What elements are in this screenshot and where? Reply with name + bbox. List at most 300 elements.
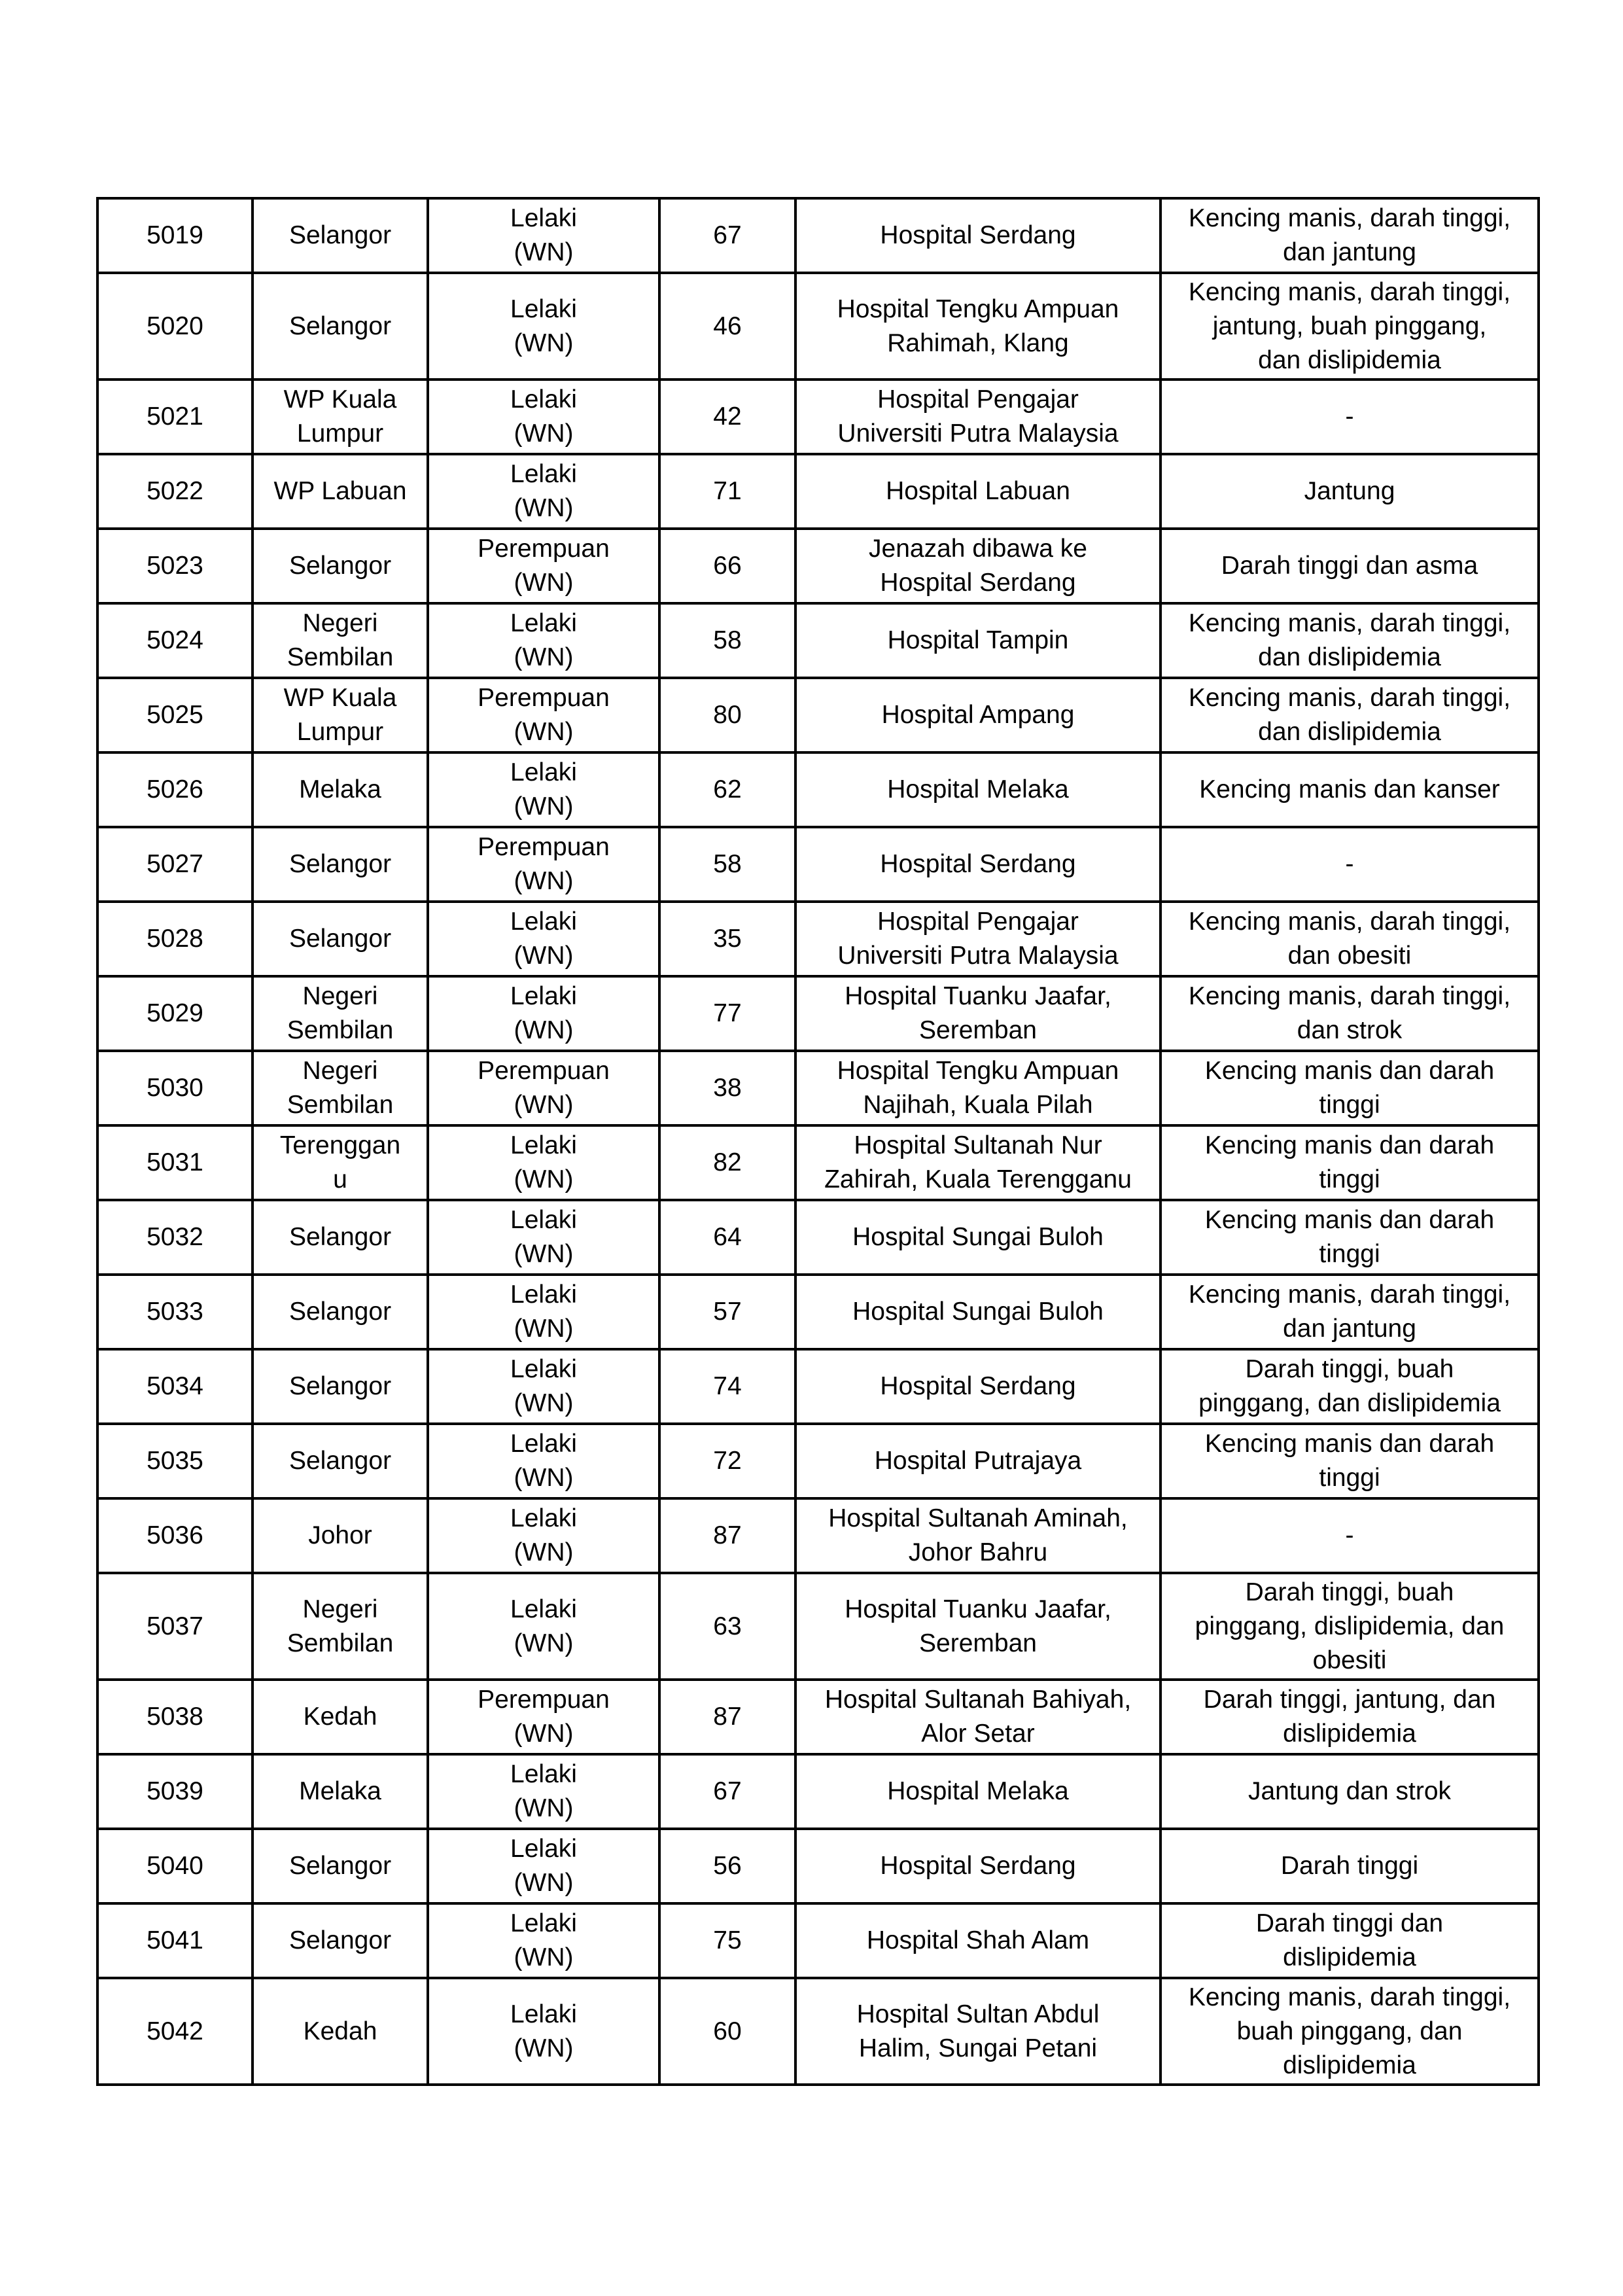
table-row	[97, 976, 1539, 1051]
hospital-cell	[795, 1275, 1161, 1349]
hospital-line: Hospital Pengajar	[877, 908, 1079, 936]
conditions-cell	[1161, 1754, 1539, 1829]
state-line: Selangor	[288, 1372, 392, 1400]
hospital-line: Universiti Putra Malaysia	[837, 419, 1119, 448]
conditions-line: buah pinggang, dan	[1236, 2017, 1463, 2045]
conditions-line: tinggi	[1319, 1464, 1380, 1492]
gender-cell	[428, 1573, 659, 1680]
conditions-line: tinggi	[1319, 1091, 1380, 1119]
state-line: WP Kuala	[283, 684, 397, 712]
gender-line: (WN)	[514, 419, 574, 448]
gender-line: (WN)	[514, 328, 574, 357]
table-row	[97, 1498, 1539, 1573]
gender-cell	[428, 1978, 659, 2085]
hospital-cell	[795, 1424, 1161, 1498]
state-line: WP Labuan	[273, 477, 407, 505]
conditions-line: Kencing manis, darah tinggi,	[1188, 1983, 1511, 2011]
gender-cell	[428, 380, 659, 454]
conditions-line: -	[1345, 402, 1354, 431]
hospital-cell	[795, 1125, 1161, 1200]
conditions-line: obesiti	[1312, 1646, 1387, 1674]
hospital-line: Johor Bahru	[908, 1538, 1048, 1566]
hospital-line: Hospital Tengku Ampuan	[837, 294, 1119, 323]
conditions-cell	[1161, 752, 1539, 827]
gender-line: Perempuan	[478, 1057, 610, 1085]
hospital-line: Hospital Tengku Ampuan	[837, 1057, 1119, 1085]
table-row	[97, 1573, 1539, 1680]
gender-line: Lelaki	[510, 204, 577, 232]
table-row	[97, 1051, 1539, 1125]
hospital-line: Hospital Sultanah Aminah,	[828, 1504, 1128, 1532]
conditions-cell	[1161, 529, 1539, 603]
state-cell	[253, 1125, 428, 1200]
gender-line: (WN)	[514, 2034, 574, 2062]
hospital-line: Hospital Serdang	[880, 850, 1076, 878]
conditions-line: Kencing manis, darah tinggi,	[1188, 1280, 1511, 1309]
gender-line: Lelaki	[510, 385, 577, 414]
gender-line: Lelaki	[510, 609, 577, 637]
table-row	[97, 902, 1539, 976]
age-cell: 75	[659, 1903, 795, 1978]
case-id-cell: 5020	[97, 273, 253, 380]
gender-line: Lelaki	[510, 2000, 577, 2028]
conditions-cell	[1161, 273, 1539, 380]
conditions-cell	[1161, 1829, 1539, 1903]
case-id-cell: 5038	[97, 1680, 253, 1754]
age-cell: 62	[659, 752, 795, 827]
conditions-cell	[1161, 454, 1539, 529]
state-line: Negeri	[302, 982, 378, 1010]
gender-line: Lelaki	[510, 1206, 577, 1234]
gender-line: (WN)	[514, 1165, 574, 1193]
hospital-cell	[795, 273, 1161, 380]
hospital-cell	[795, 902, 1161, 976]
gender-line: Lelaki	[510, 1430, 577, 1458]
gender-line: (WN)	[514, 1629, 574, 1657]
gender-line: Lelaki	[510, 1131, 577, 1159]
hospital-cell	[795, 1754, 1161, 1829]
hospital-line: Halim, Sungai Petani	[858, 2034, 1098, 2062]
gender-line: (WN)	[514, 1240, 574, 1268]
gender-cell	[428, 1680, 659, 1754]
gender-cell	[428, 1754, 659, 1829]
gender-line: (WN)	[514, 867, 574, 895]
conditions-cell	[1161, 198, 1539, 273]
gender-cell	[428, 529, 659, 603]
gender-line: (WN)	[514, 1389, 574, 1417]
table-row	[97, 529, 1539, 603]
table-row	[97, 827, 1539, 902]
conditions-cell	[1161, 1680, 1539, 1754]
conditions-line: Kencing manis dan darah	[1204, 1057, 1495, 1085]
gender-line: (WN)	[514, 1315, 574, 1343]
gender-line: (WN)	[514, 942, 574, 970]
gender-cell	[428, 1051, 659, 1125]
gender-cell	[428, 902, 659, 976]
hospital-cell	[795, 1903, 1161, 1978]
conditions-line: Kencing manis dan kanser	[1199, 775, 1500, 804]
conditions-line: pinggang, dislipidemia, dan	[1195, 1612, 1505, 1640]
age-cell: 87	[659, 1498, 795, 1573]
age-cell: 82	[659, 1125, 795, 1200]
gender-cell	[428, 1125, 659, 1200]
gender-cell	[428, 1829, 659, 1903]
gender-line: Lelaki	[510, 758, 577, 786]
hospital-line: Hospital Melaka	[887, 775, 1069, 804]
state-cell	[253, 1978, 428, 2085]
hospital-cell	[795, 827, 1161, 902]
hospital-line: Hospital Sungai Buloh	[852, 1223, 1104, 1251]
hospital-line: Universiti Putra Malaysia	[837, 942, 1119, 970]
conditions-line: tinggi	[1319, 1240, 1380, 1268]
conditions-cell	[1161, 1200, 1539, 1275]
gender-line: (WN)	[514, 643, 574, 671]
conditions-cell	[1161, 1903, 1539, 1978]
state-cell	[253, 1498, 428, 1573]
case-id-cell: 5024	[97, 603, 253, 678]
conditions-cell	[1161, 1125, 1539, 1200]
hospital-line: Hospital Melaka	[887, 1777, 1069, 1805]
case-id-cell: 5025	[97, 678, 253, 752]
case-id-cell: 5036	[97, 1498, 253, 1573]
hospital-line: Hospital Labuan	[886, 477, 1070, 505]
state-cell	[253, 1829, 428, 1903]
case-id-cell: 5039	[97, 1754, 253, 1829]
state-line: Lumpur	[296, 419, 384, 448]
hospital-line: Seremban	[919, 1016, 1037, 1044]
state-cell	[253, 752, 428, 827]
conditions-line: Kencing manis, darah tinggi,	[1188, 684, 1511, 712]
state-line: Terenggan	[279, 1131, 401, 1159]
gender-cell	[428, 752, 659, 827]
hospital-line: Hospital Sultanah Bahiyah,	[824, 1686, 1132, 1714]
state-line: Selangor	[288, 552, 392, 580]
state-line: Negeri	[302, 609, 378, 637]
state-cell	[253, 1051, 428, 1125]
table-row	[97, 1275, 1539, 1349]
gender-line: (WN)	[514, 1720, 574, 1748]
conditions-line: Kencing manis, darah tinggi,	[1188, 204, 1511, 232]
conditions-line: Kencing manis dan darah	[1204, 1206, 1495, 1234]
hospital-line: Hospital Shah Alam	[866, 1926, 1090, 1954]
conditions-line: Jantung dan strok	[1248, 1777, 1452, 1805]
conditions-line: Darah tinggi, buah	[1245, 1578, 1454, 1606]
conditions-line: -	[1345, 1521, 1354, 1549]
case-id-cell: 5040	[97, 1829, 253, 1903]
conditions-cell	[1161, 902, 1539, 976]
age-cell: 72	[659, 1424, 795, 1498]
hospital-line: Alor Setar	[921, 1720, 1035, 1748]
state-line: Melaka	[299, 1777, 381, 1805]
gender-line: (WN)	[514, 494, 574, 522]
state-line: Selangor	[288, 1447, 392, 1475]
hospital-line: Zahirah, Kuala Terengganu	[824, 1165, 1132, 1193]
conditions-line: Kencing manis, darah tinggi,	[1188, 908, 1511, 936]
state-line: Sembilan	[287, 1016, 394, 1044]
age-cell: 63	[659, 1573, 795, 1680]
hospital-cell	[795, 529, 1161, 603]
gender-line: Perempuan	[478, 535, 610, 563]
gender-cell	[428, 1498, 659, 1573]
state-line: Sembilan	[287, 1629, 394, 1657]
conditions-line: Darah tinggi, jantung, dan	[1203, 1686, 1496, 1714]
gender-line: Lelaki	[510, 1355, 577, 1383]
case-table-wrapper	[96, 197, 1537, 2086]
hospital-line: Hospital Serdang	[880, 569, 1076, 597]
conditions-line: Kencing manis, darah tinggi,	[1188, 982, 1511, 1010]
hospital-line: Hospital Sultanah Nur	[854, 1131, 1102, 1159]
age-cell: 67	[659, 198, 795, 273]
case-id-cell: 5035	[97, 1424, 253, 1498]
conditions-cell	[1161, 380, 1539, 454]
hospital-line: Hospital Tampin	[887, 626, 1069, 654]
state-cell	[253, 454, 428, 529]
table-row	[97, 1125, 1539, 1200]
gender-line: Lelaki	[510, 1909, 577, 1937]
table-row	[97, 273, 1539, 380]
state-cell	[253, 902, 428, 976]
state-cell	[253, 678, 428, 752]
conditions-line: dan strok	[1297, 1016, 1403, 1044]
gender-line: Perempuan	[478, 1686, 610, 1714]
hospital-line: Hospital Sungai Buloh	[852, 1298, 1104, 1326]
case-id-cell: 5033	[97, 1275, 253, 1349]
conditions-line: dan jantung	[1283, 1315, 1416, 1343]
hospital-line: Hospital Serdang	[880, 221, 1076, 249]
state-cell	[253, 273, 428, 380]
conditions-cell	[1161, 1978, 1539, 2085]
conditions-line: tinggi	[1319, 1165, 1380, 1193]
state-cell	[253, 1754, 428, 1829]
case-id-cell: 5028	[97, 902, 253, 976]
gender-line: Lelaki	[510, 1504, 577, 1532]
gender-line: Lelaki	[510, 1835, 577, 1863]
case-id-cell: 5037	[97, 1573, 253, 1680]
state-line: WP Kuala	[283, 385, 397, 414]
state-cell	[253, 1903, 428, 1978]
hospital-line: Jenazah dibawa ke	[869, 535, 1087, 563]
conditions-line: Jantung	[1304, 477, 1395, 505]
gender-line: (WN)	[514, 718, 574, 746]
state-line: Selangor	[288, 925, 392, 953]
gender-line: Lelaki	[510, 460, 577, 488]
gender-line: Lelaki	[510, 908, 577, 936]
conditions-cell	[1161, 1349, 1539, 1424]
age-cell: 77	[659, 976, 795, 1051]
state-line: Lumpur	[296, 718, 384, 746]
gender-line: Lelaki	[510, 1280, 577, 1309]
conditions-cell	[1161, 1051, 1539, 1125]
gender-cell	[428, 273, 659, 380]
conditions-cell	[1161, 1573, 1539, 1680]
state-line: u	[333, 1165, 347, 1193]
hospital-cell	[795, 678, 1161, 752]
gender-line: (WN)	[514, 1943, 574, 1971]
hospital-cell	[795, 1573, 1161, 1680]
hospital-cell	[795, 454, 1161, 529]
case-id-cell: 5031	[97, 1125, 253, 1200]
table-row	[97, 1680, 1539, 1754]
case-id-cell: 5042	[97, 1978, 253, 2085]
case-id-cell: 5041	[97, 1903, 253, 1978]
gender-cell	[428, 1903, 659, 1978]
hospital-cell	[795, 1349, 1161, 1424]
age-cell: 42	[659, 380, 795, 454]
hospital-cell	[795, 380, 1161, 454]
gender-line: Lelaki	[510, 982, 577, 1010]
gender-line: (WN)	[514, 1538, 574, 1566]
state-line: Selangor	[288, 1852, 392, 1880]
gender-line: Lelaki	[510, 1595, 577, 1623]
conditions-line: dan dislipidemia	[1258, 643, 1441, 671]
hospital-line: Seremban	[919, 1629, 1037, 1657]
table-row	[97, 1754, 1539, 1829]
state-line: Sembilan	[287, 643, 394, 671]
conditions-cell	[1161, 827, 1539, 902]
gender-line: (WN)	[514, 1794, 574, 1822]
age-cell: 74	[659, 1349, 795, 1424]
gender-cell	[428, 827, 659, 902]
state-line: Selangor	[288, 1223, 392, 1251]
case-id-cell: 5034	[97, 1349, 253, 1424]
gender-cell	[428, 603, 659, 678]
state-line: Kedah	[303, 1703, 377, 1731]
conditions-cell	[1161, 1424, 1539, 1498]
gender-cell	[428, 976, 659, 1051]
conditions-line: Kencing manis dan darah	[1204, 1430, 1495, 1458]
state-line: Selangor	[288, 850, 392, 878]
conditions-cell	[1161, 976, 1539, 1051]
case-table-body	[97, 198, 1539, 2085]
table-row	[97, 1978, 1539, 2085]
conditions-line: dan obesiti	[1287, 942, 1412, 970]
conditions-line: dan jantung	[1283, 238, 1416, 266]
case-id-cell: 5027	[97, 827, 253, 902]
hospital-line: Hospital Serdang	[880, 1372, 1076, 1400]
case-id-cell: 5032	[97, 1200, 253, 1275]
state-line: Selangor	[288, 1298, 392, 1326]
hospital-cell	[795, 1829, 1161, 1903]
gender-line: (WN)	[514, 1464, 574, 1492]
gender-line: (WN)	[514, 1869, 574, 1897]
conditions-line: dan dislipidemia	[1258, 345, 1441, 374]
table-row	[97, 1200, 1539, 1275]
conditions-line: Darah tinggi	[1280, 1852, 1419, 1880]
table-row	[97, 603, 1539, 678]
gender-cell	[428, 678, 659, 752]
gender-line: (WN)	[514, 238, 574, 266]
conditions-line: Kencing manis dan darah	[1204, 1131, 1495, 1159]
age-cell: 87	[659, 1680, 795, 1754]
gender-line: (WN)	[514, 569, 574, 597]
gender-cell	[428, 1349, 659, 1424]
state-cell	[253, 198, 428, 273]
gender-line: Lelaki	[510, 294, 577, 323]
age-cell: 57	[659, 1275, 795, 1349]
conditions-line: dan dislipidemia	[1258, 718, 1441, 746]
state-cell	[253, 1573, 428, 1680]
case-id-cell: 5029	[97, 976, 253, 1051]
state-cell	[253, 529, 428, 603]
age-cell: 80	[659, 678, 795, 752]
conditions-cell	[1161, 1275, 1539, 1349]
age-cell: 67	[659, 1754, 795, 1829]
state-cell	[253, 827, 428, 902]
state-line: Selangor	[288, 221, 392, 249]
conditions-cell	[1161, 678, 1539, 752]
conditions-line: dislipidemia	[1283, 1720, 1416, 1748]
case-id-cell: 5026	[97, 752, 253, 827]
hospital-cell	[795, 752, 1161, 827]
age-cell: 35	[659, 902, 795, 976]
table-row	[97, 678, 1539, 752]
hospital-line: Hospital Sultan Abdul	[856, 2000, 1100, 2028]
table-row	[97, 380, 1539, 454]
case-id-cell: 5023	[97, 529, 253, 603]
hospital-line: Hospital Ampang	[881, 701, 1075, 729]
conditions-line: jantung, buah pinggang,	[1212, 311, 1487, 340]
gender-line: (WN)	[514, 792, 574, 821]
state-line: Negeri	[302, 1595, 378, 1623]
case-id-cell: 5022	[97, 454, 253, 529]
hospital-cell	[795, 603, 1161, 678]
gender-line: Lelaki	[510, 1760, 577, 1788]
age-cell: 64	[659, 1200, 795, 1275]
age-cell: 56	[659, 1829, 795, 1903]
conditions-line: Darah tinggi, buah	[1245, 1355, 1454, 1383]
state-cell	[253, 603, 428, 678]
age-cell: 60	[659, 1978, 795, 2085]
conditions-line: Darah tinggi dan	[1255, 1909, 1444, 1937]
conditions-line: Kencing manis, darah tinggi,	[1188, 277, 1511, 306]
table-row	[97, 1424, 1539, 1498]
state-cell	[253, 1349, 428, 1424]
gender-cell	[428, 1424, 659, 1498]
conditions-line: pinggang, dan dislipidemia	[1198, 1389, 1501, 1417]
age-cell: 38	[659, 1051, 795, 1125]
hospital-cell	[795, 1498, 1161, 1573]
hospital-cell	[795, 198, 1161, 273]
table-row	[97, 454, 1539, 529]
state-cell	[253, 1424, 428, 1498]
gender-cell	[428, 1275, 659, 1349]
hospital-line: Hospital Serdang	[880, 1852, 1076, 1880]
state-cell	[253, 1275, 428, 1349]
state-cell	[253, 1200, 428, 1275]
gender-line: (WN)	[514, 1016, 574, 1044]
conditions-cell	[1161, 1498, 1539, 1573]
gender-cell	[428, 454, 659, 529]
hospital-line: Rahimah, Klang	[887, 328, 1069, 357]
state-line: Selangor	[288, 1926, 392, 1954]
conditions-line: Darah tinggi dan asma	[1221, 552, 1478, 580]
conditions-cell	[1161, 603, 1539, 678]
hospital-cell	[795, 1051, 1161, 1125]
age-cell: 58	[659, 827, 795, 902]
age-cell: 71	[659, 454, 795, 529]
case-id-cell: 5030	[97, 1051, 253, 1125]
case-id-cell: 5019	[97, 198, 253, 273]
age-cell: 58	[659, 603, 795, 678]
state-line: Sembilan	[287, 1091, 394, 1119]
age-cell: 66	[659, 529, 795, 603]
gender-cell	[428, 1200, 659, 1275]
conditions-line: dislipidemia	[1283, 2051, 1416, 2079]
hospital-line: Hospital Putrajaya	[874, 1447, 1082, 1475]
state-cell	[253, 1680, 428, 1754]
hospital-cell	[795, 1200, 1161, 1275]
state-line: Johor	[308, 1521, 372, 1549]
